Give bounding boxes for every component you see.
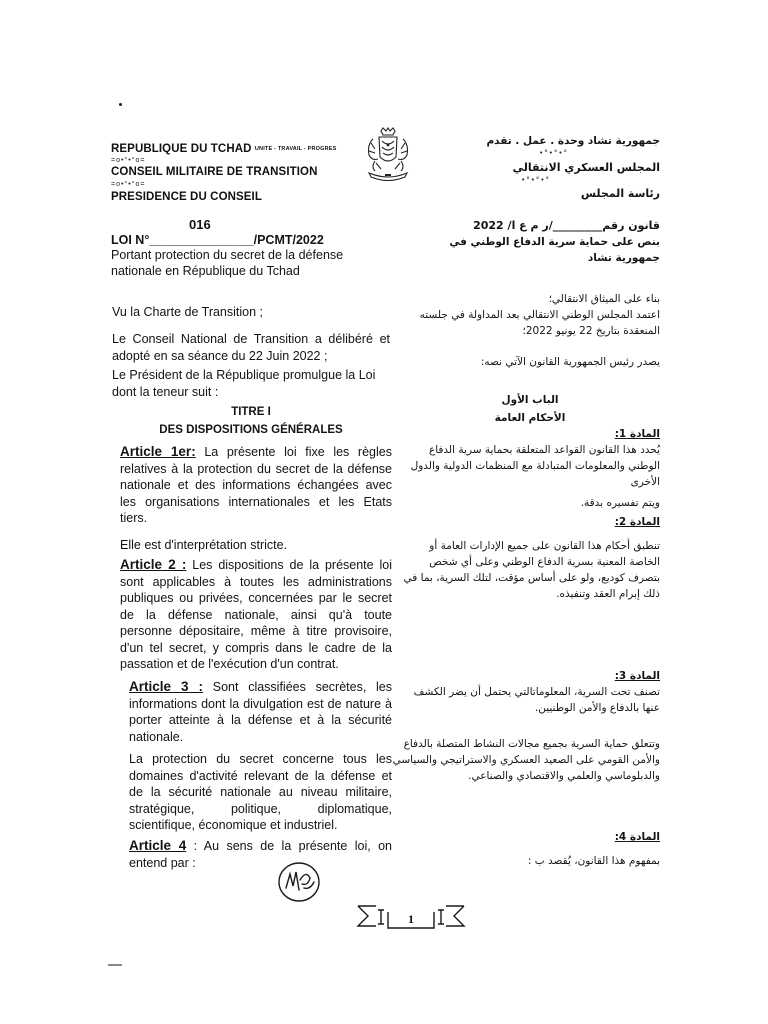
ar-preamble-president: يصدر رئيس الجمهورية القانون الآتي نصه: <box>480 356 660 368</box>
ar-article-4-text: بمفهوم هذا القانون، يُقصد ب : <box>527 855 660 867</box>
article-4-text: : Au sens de la présente loi, on entend par : <box>129 839 392 870</box>
article-3-label: Article 3 : <box>129 679 204 694</box>
ar-titre-subtitle: الأحكام العامة <box>494 412 566 424</box>
titre-fr-subtitle: DES DISPOSITIONS GÉNÉRALES <box>159 424 343 436</box>
header-left-dots-1: =o•°•°o= <box>111 157 146 164</box>
ar-article-1-text-2: ويتم تفسيره بدقة. <box>580 497 660 509</box>
ar-article-3-label: المادة 3: <box>614 670 660 682</box>
ar-titre: الباب الأول <box>501 394 559 406</box>
ar-law-number: قانون رقم_________/ر م ع ا/ 2022 <box>473 219 660 232</box>
article-1-text: La présente loi fixe les règles relatives à la protection du secret de la défense nationale et des informations échangées avec les organisations internationales et les Etats tiers. <box>120 445 392 525</box>
law-number-handwritten: 016 <box>189 217 211 232</box>
article-2-text: Les dispositions de la présente loi sont applicables à toutes les administrations publiques ou privées, concernées par le secret de la défense nationale, ainsi qu'à toute personne dépositaire, même à titre provisoire, d'un tel secret, y compris dans le cadre de la passation et de l'exécution d'un contrat. <box>120 558 392 671</box>
article-1-text-2: Elle est d'interprétation stricte. <box>120 538 288 552</box>
ar-presidency-name: رئاسة المجلس <box>580 187 660 200</box>
article-2-label: Article 2 : <box>120 557 187 572</box>
council-name: CONSEIL MILITAIRE DE TRANSITION <box>111 166 318 178</box>
ar-article-2-label: المادة 2: <box>614 516 660 528</box>
ar-preamble-vu: بناء على الميثاق الانتقالي؛ <box>548 293 660 305</box>
law-subject: Portant protection du secret de la défense nationale en République du Tchad <box>111 248 344 278</box>
header-right <box>470 133 660 202</box>
article-3 <box>129 679 392 745</box>
header-right-dots-1: °•°•°• <box>539 149 568 157</box>
article-4-label: Article 4 <box>129 838 187 853</box>
presidency-name: PRESIDENCE DU CONSEIL <box>111 191 262 203</box>
ar-article-3-text-2: وتتعلق حماية السرية بجميع مجالات النشاط المتصلة بالدفاع والأمن القومي على الصعيد العسكري والاستراتيجي والسياسي والدبلوماسي والعلمي والاقتصادي والصناعي. <box>392 738 660 782</box>
coat-of-arms-emblem <box>363 127 413 185</box>
article-1-label: Article 1er: <box>120 444 196 459</box>
preamble-vu: Vu la Charte de Transition ; <box>112 305 264 319</box>
handwritten-initials-signature <box>276 860 322 904</box>
preamble-cnt: Le Conseil National de Transition a délibéré et adopté en sa séance du 22 Juin 2022 ; <box>112 332 390 363</box>
ar-council-name: المجلس العسكري الانتقالي <box>512 161 660 174</box>
national-motto: UNITE - TRAVAIL - PROGRES <box>254 145 337 152</box>
preamble-president: Le Président de la République promulgue la Loi dont la teneur suit : <box>112 368 376 399</box>
article-4 <box>129 838 392 871</box>
article-2 <box>120 557 392 673</box>
ar-article-1-text: يُحدد هذا القانون القواعد المتعلقة بحماية سرية الدفاع الوطني والمعلومات المتبادلة مع المنظمات الدولية والدول الأخرى <box>410 444 660 488</box>
ar-country-name: جمهورية تشاد وحدة . عمل . تقدم <box>486 135 660 147</box>
article-3-text-2: La protection du secret concerne tous les domaines d'activité relevant de la défense et de la sécurité nationale au niveau militaire, stratégique, politique, diplomatique, scientifique, économique et industriel. <box>129 752 392 832</box>
country-name: REPUBLIQUE DU TCHAD UNITE - TRAVAIL - PROGRES <box>111 143 337 155</box>
ar-article-2-text: تنطبق أحكام هذا القانون على جميع الإدارات العامة أو الخاصة المعنية بسرية الدفاع الوطني وعلى أي شخص بتصرف كوديع، ولو على أساس مؤقت، لتلك السرية، بما في ذلك إبرام العقد وتنفيذه. <box>403 540 660 600</box>
ar-law-subject: بنص على حماية سرية الدفاع الوطني في جمهورية تشاد <box>449 236 660 264</box>
page-number-ornament <box>356 902 466 932</box>
stray-dot <box>119 103 122 106</box>
titre-fr: TITRE I <box>231 406 271 418</box>
page-number: 1 <box>408 912 414 926</box>
ar-article-1-label: المادة 1: <box>614 428 660 440</box>
header-right-dots-2: °•°•°• <box>521 176 550 184</box>
header-left <box>111 143 371 203</box>
article-1 <box>120 444 392 527</box>
ar-article-3-text: تصنف تحت السرية، المعلوماتالتي يحتمل أن يضر الكشف عنها بالدفاع والأمن الوطنيين. <box>413 686 660 714</box>
ar-article-4-label: المادة 4: <box>614 831 660 843</box>
law-number-line: LOI N°_______________/PCMT/2022 <box>111 233 324 247</box>
article-3-text: Sont classifiées secrètes, les informations dont la divulgation est de nature à porter atteinte à la défense et à la sécurité nationale. <box>129 680 392 744</box>
stray-mark-bottom <box>108 964 122 966</box>
ar-preamble-cnt: اعتمد المجلس الوطني الانتقالي بعد المداولة في جلسته المنعقدة بتاريخ 22 يونيو 2022؛ <box>419 309 660 337</box>
header-left-dots-2: =o•°•°o= <box>111 181 146 188</box>
